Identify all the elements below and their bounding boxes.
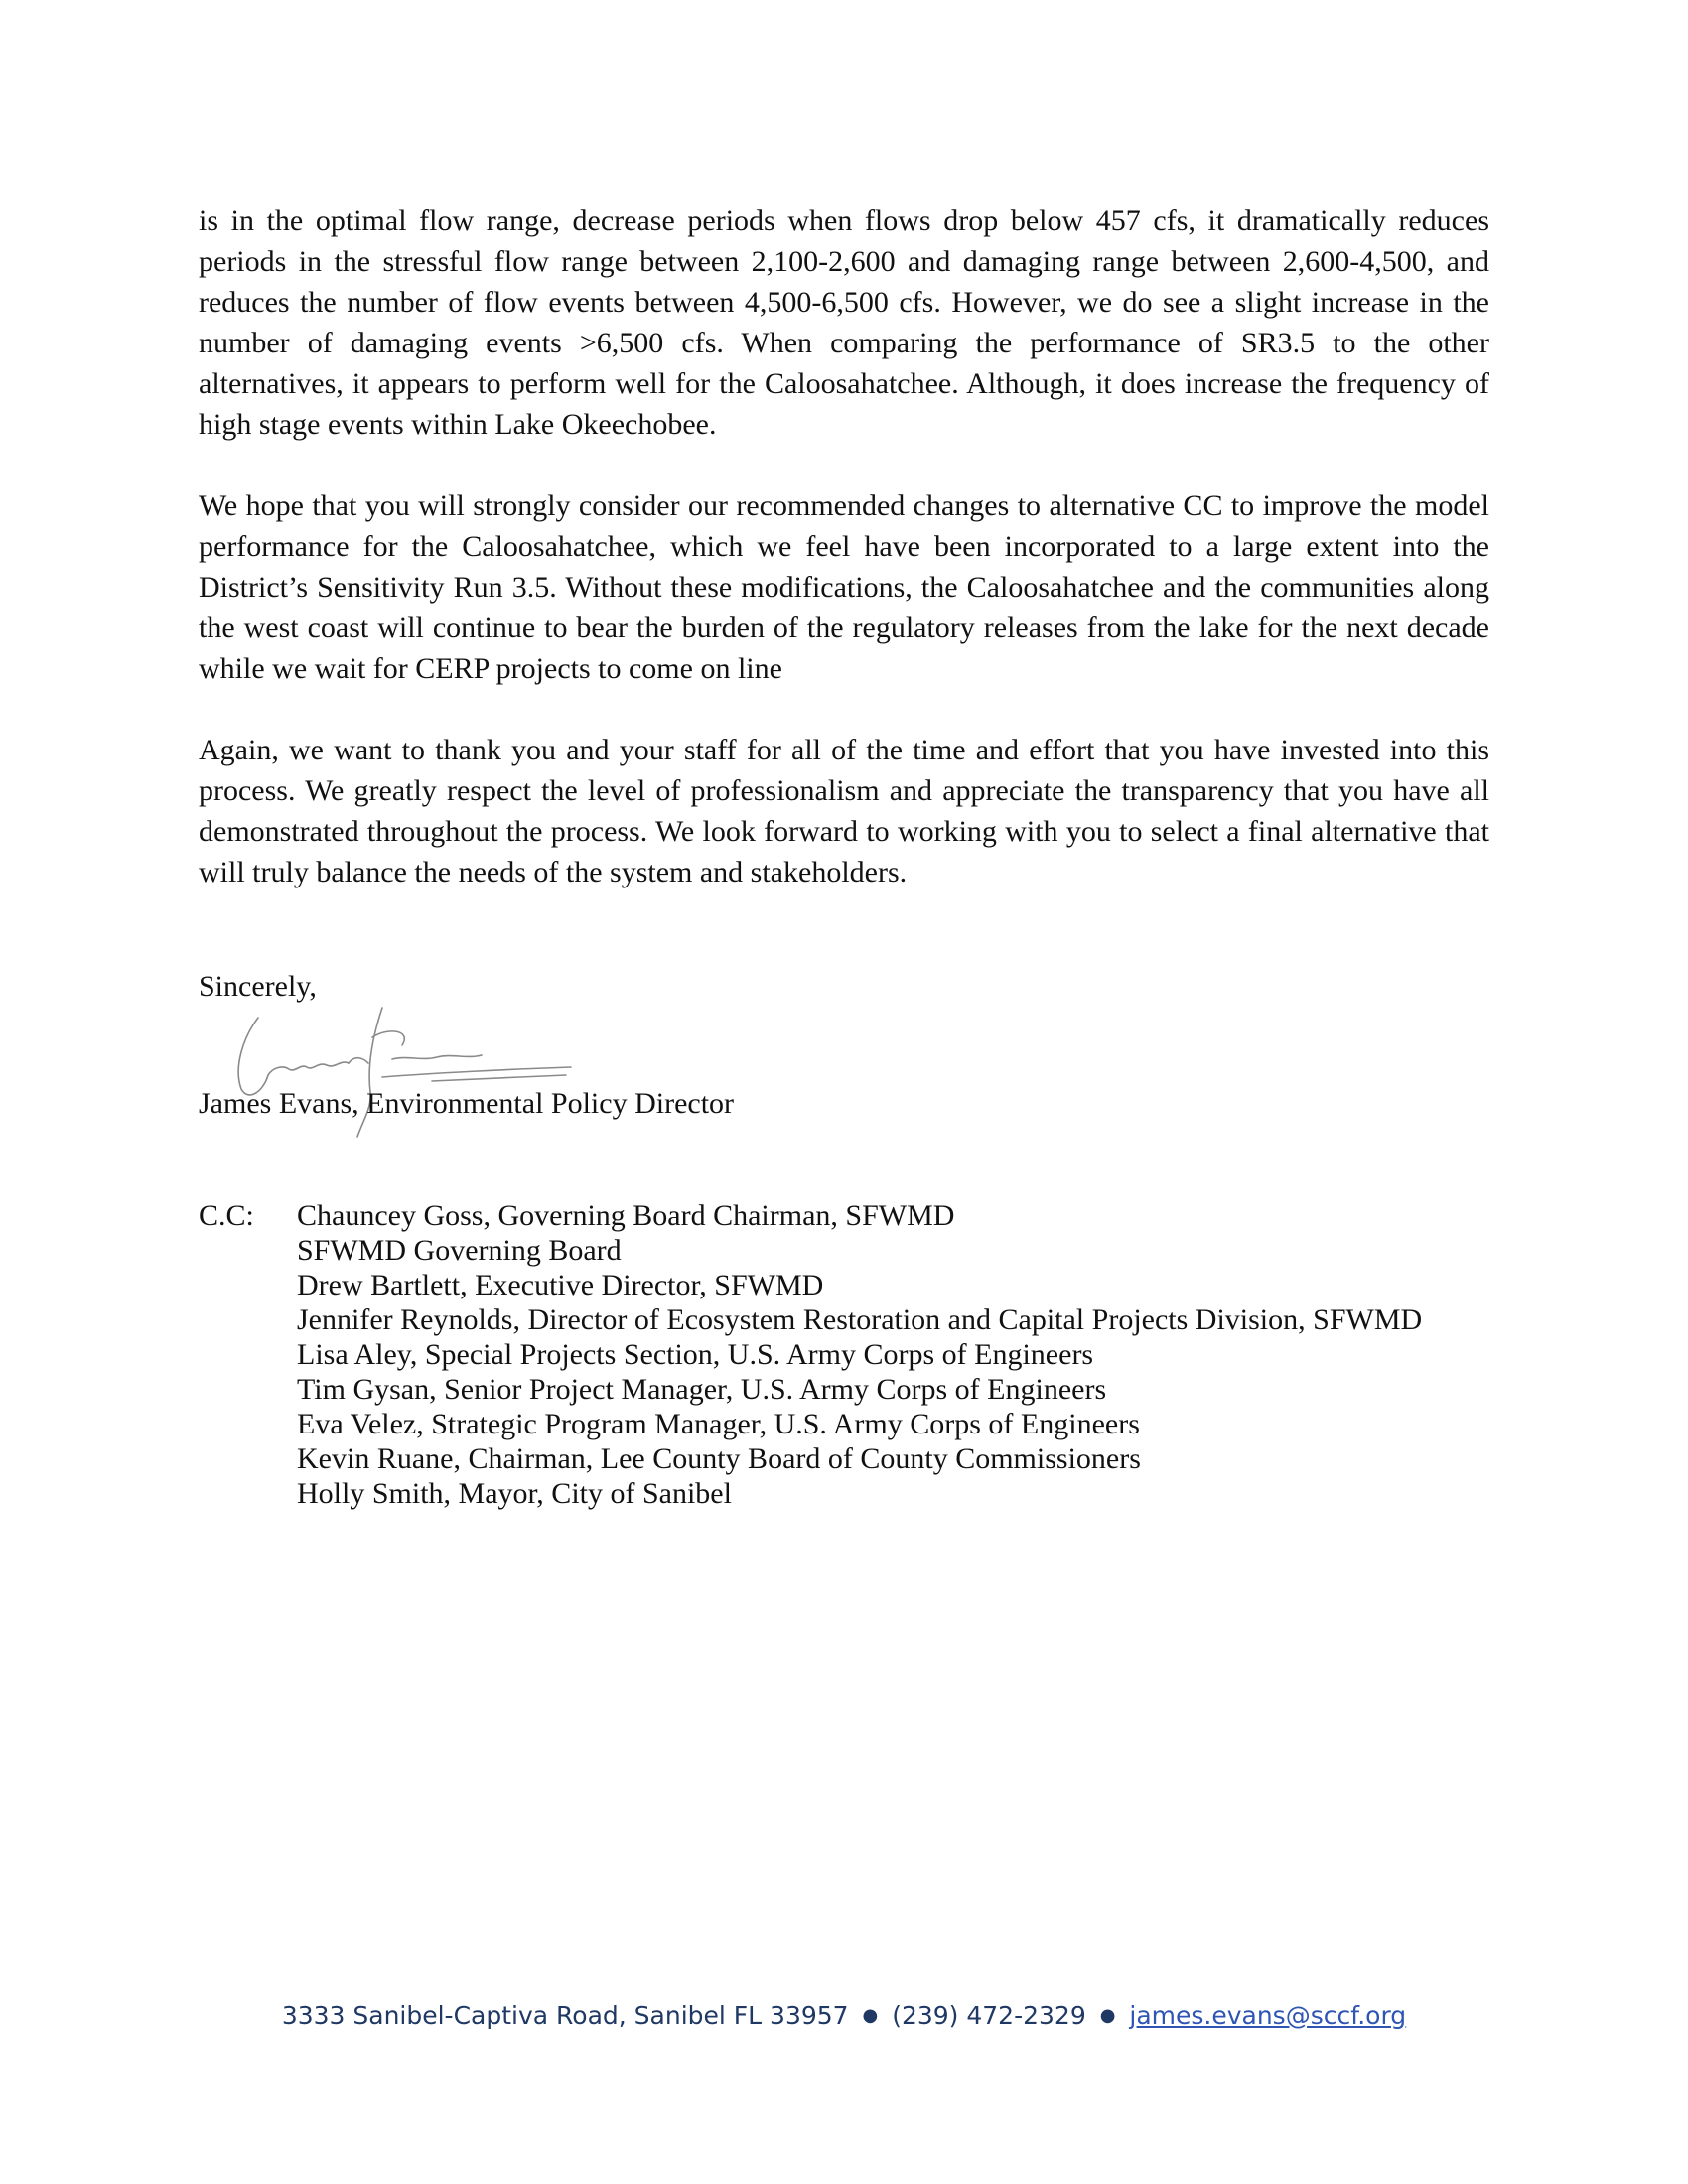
cc-recipient: Drew Bartlett, Executive Director, SFWMD: [297, 1269, 824, 1301]
cc-recipient: Tim Gysan, Senior Project Manager, U.S. Army Corps of Engineers: [297, 1373, 1107, 1406]
cc-recipient: Jennifer Reynolds, Director of Ecosystem Restoration and Capital Projects Division, SFWMD: [297, 1303, 1423, 1336]
paragraph-3: Again, we want to thank you and your staff for all of the time and effort that you have invested into this process. We greatly respect the level of professionalism and appreciate the transparency that you have all demonstrated throughout the process. We look forward to working with you to select a final alternative that will truly balance the needs of the system and stakeholders.: [199, 734, 1489, 888]
cc-label: C.C:: [199, 1199, 254, 1232]
cc-recipient: SFWMD Governing Board: [297, 1234, 622, 1267]
footer-separator: ●: [862, 2005, 879, 2026]
footer-email-link[interactable]: james.evans@sccf.org: [1129, 2001, 1407, 2030]
cc-recipient: Kevin Ruane, Chairman, Lee County Board of County Commissioners: [297, 1442, 1141, 1475]
footer-phone: (239) 472-2329: [892, 2001, 1086, 2030]
closing-salutation: Sincerely,: [199, 970, 317, 1003]
footer-address: 3333 Sanibel-Captiva Road, Sanibel FL 33957: [281, 2001, 849, 2030]
cc-recipient: Chauncey Goss, Governing Board Chairman, SFWMD: [297, 1199, 955, 1232]
handwritten-signature: [223, 998, 581, 1147]
letter-body: [199, 201, 1489, 933]
letterhead-footer: [0, 2001, 1688, 2030]
footer-separator: ●: [1099, 2005, 1116, 2026]
cc-recipient-list: [297, 1198, 1538, 1511]
cc-recipient: Holly Smith, Mayor, City of Sanibel: [297, 1477, 732, 1510]
paragraph-1: is in the optimal flow range, decrease periods when flows drop below 457 cfs, it dramatically reduces periods in the stressful flow range between 2,100-2,600 and damaging range between 2,600-4,500, and reduces the number of flow events between 4,500-6,500 cfs. However, we do see a slight increase in the number of damaging events >6,500 cfs. When comparing the performance of SR3.5 to the other alternatives, it appears to perform well for the Caloosahatchee. Although, it does increase the frequency of high stage events within Lake Okeechobee.: [199, 205, 1489, 441]
paragraph-2: We hope that you will strongly consider our recommended changes to alternative CC to improve the model performance for the Caloosahatchee, which we feel have been incorporated to a large extent into the District’s Sensitivity Run 3.5. Without these modifications, the Caloosahatchee and the communities along the west coast will continue to bear the burden of the regulatory releases from the lake for the next decade while we wait for CERP projects to come on line: [199, 489, 1489, 685]
cc-recipient: Lisa Aley, Special Projects Section, U.S. Army Corps of Engineers: [297, 1338, 1094, 1371]
cc-recipient: Eva Velez, Strategic Program Manager, U.S. Army Corps of Engineers: [297, 1408, 1140, 1440]
signer-name: James Evans, Environmental Policy Director: [199, 1087, 735, 1120]
